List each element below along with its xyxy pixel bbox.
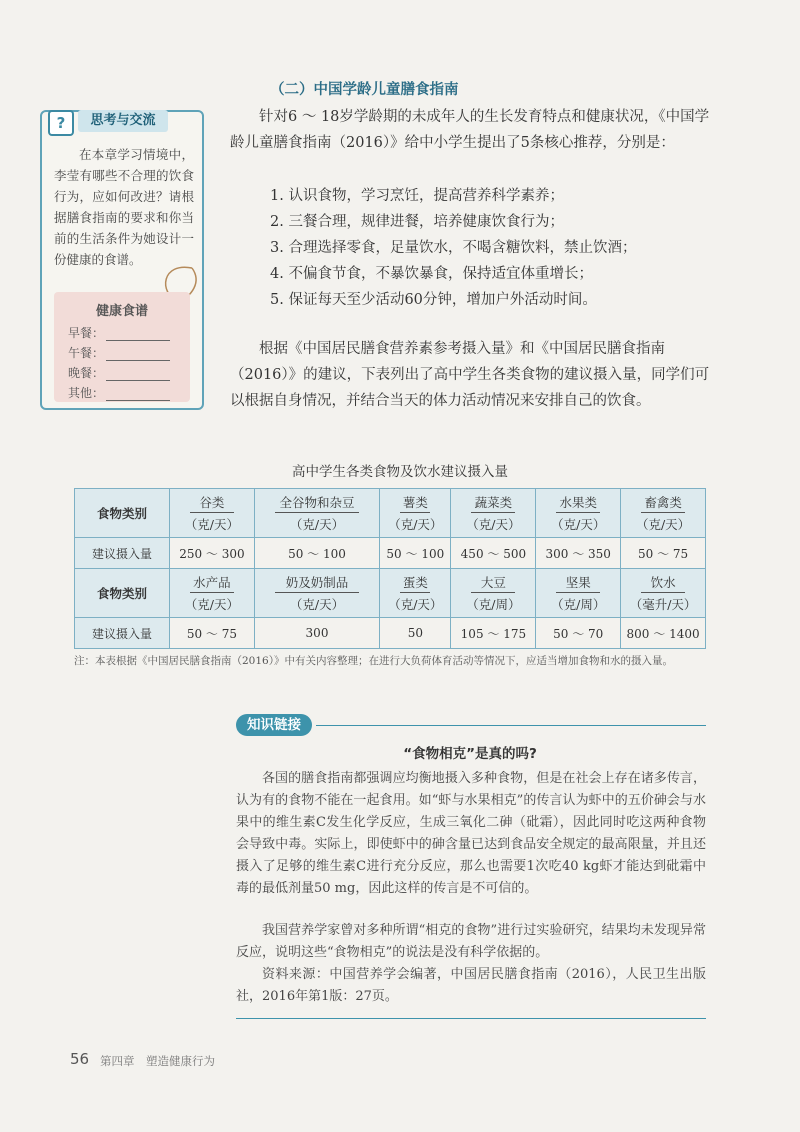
value-cell: 50 ～ 70 [536, 618, 621, 649]
knowledge-link-paragraph-2: 我国营养学家曾对多种所谓“相克的食物”进行过实验研究，结果均未发现异常反应，说明这些“食物相克”的说法是没有科学依据的。 [236, 923, 706, 960]
category-header-cell [254, 569, 379, 618]
category-name: 薯类 [400, 493, 430, 513]
recommendation-2: 2. 三餐合理，规律进餐，培养健康饮食行为； [270, 214, 564, 230]
knowledge-link-divider [316, 725, 706, 726]
category-unit: （克/天） [388, 597, 443, 612]
value-cell: 800 ～ 1400 [621, 618, 706, 649]
menu-dinner-label: 晚餐： [68, 366, 105, 380]
table-value-row [75, 538, 706, 569]
recommendation-5: 5. 保证每天至少活动60分钟，增加户外活动时间。 [270, 292, 597, 308]
category-header-cell [451, 569, 536, 618]
value-cell: 50 [380, 618, 451, 649]
think-and-discuss-title: 思考与交流 [78, 110, 168, 132]
think-and-discuss-header [48, 110, 206, 134]
category-name: 畜禽类 [641, 493, 685, 513]
value-cell: 250 ～ 300 [170, 538, 255, 569]
table-title: 高中学生各类食物及饮水建议摄入量 [292, 464, 508, 480]
knowledge-link-badge: 知识链接 [236, 714, 312, 736]
category-name: 奶及奶制品 [275, 573, 359, 593]
recommendation-1: 1. 认识食物，学习烹饪，提高营养科学素养； [270, 188, 564, 204]
value-cell: 50 ～ 100 [254, 538, 379, 569]
category-header-cell [536, 569, 621, 618]
category-name: 蔬菜类 [471, 493, 515, 513]
value-cell: 300 [254, 618, 379, 649]
knowledge-link-paragraph-1: 各国的膳食指南都强调应均衡地摄入多种食物，但是在社会上存在诸多传言，认为有的食物不能在一起食用。如“虾与水果相克”的传言认为虾中的五价砷会与水果中的维生素C发生化学反应，生成三氧化二砷（砒霜），因此同时吃这两种食物会导致中毒。实际上，即使虾中的砷含量已达到食品安全规定的最高限量，并且还摄入了足够的维生素C进行充分反应，那么也需要1次吃40 kg虾才能达到砒霜中毒的最低剂量50 mg，因此这样的传言是不可信的。 [236, 771, 706, 896]
category-unit: （克/天） [388, 517, 443, 532]
category-header-cell [536, 489, 621, 538]
header-label-cell: 食物类别 [75, 569, 170, 618]
category-unit: （克/天） [289, 597, 345, 612]
category-header-cell [380, 569, 451, 618]
recommendation-3: 3. 合理选择零食，足量饮水，不喝含糖饮料，禁止饮酒； [270, 240, 637, 256]
category-unit: （克/天） [466, 517, 521, 532]
category-name: 谷类 [190, 493, 234, 513]
chapter-label: 第四章 塑造健康行为 [100, 1054, 215, 1068]
other-blank [106, 388, 170, 401]
think-and-discuss-box [40, 110, 204, 410]
category-unit: （克/天） [184, 597, 240, 612]
knowledge-link-source: 资料来源：中国营养学会编著，中国居民膳食指南（2016），人民卫生出版社，2016年第1版：27页。 [236, 967, 706, 1004]
lunch-blank [106, 348, 170, 361]
intro-paragraph: 针对6 ～ 18岁学龄期的未成年人的生长发育特点和健康状况，《中国学龄儿童膳食指南（2016）》给中小学生提出了5条核心推荐，分别是： [230, 109, 710, 151]
menu-breakfast-row [68, 324, 170, 341]
knowledge-link-bottom-rule [236, 1018, 706, 1019]
breakfast-blank [106, 328, 170, 341]
menu-other-row [68, 384, 170, 401]
menu-lunch-row [68, 344, 170, 361]
section-title: （二）中国学龄儿童膳食指南 [270, 82, 459, 98]
category-name: 水产品 [190, 573, 234, 593]
category-unit: （克/周） [466, 597, 521, 612]
row-label-cell: 建议摄入量 [75, 618, 170, 649]
food-intake-table [74, 488, 706, 649]
table-header-row [75, 489, 706, 538]
category-unit: （克/周） [551, 597, 606, 612]
category-header-cell [621, 569, 706, 618]
question-mark-icon: ? [48, 110, 74, 136]
healthy-menu-card [54, 292, 190, 402]
category-unit: （克/天） [635, 517, 691, 532]
category-header-cell [621, 489, 706, 538]
value-cell: 300 ～ 350 [536, 538, 621, 569]
category-unit: （克/天） [289, 517, 345, 532]
category-name: 蛋类 [400, 573, 430, 593]
category-name: 全谷物和杂豆 [275, 493, 359, 513]
menu-lunch-label: 午餐： [68, 346, 105, 360]
category-header-cell [380, 489, 451, 538]
dinner-blank [106, 368, 170, 381]
menu-breakfast-label: 早餐： [68, 326, 105, 340]
menu-other-label: 其他： [68, 386, 105, 400]
table-header-row [75, 569, 706, 618]
category-unit: （毫升/天） [629, 597, 697, 612]
value-cell: 50 ～ 75 [170, 618, 255, 649]
table-value-row [75, 618, 706, 649]
knowledge-link-title: “食物相克”是真的吗? [403, 746, 537, 762]
value-cell: 105 ～ 175 [451, 618, 536, 649]
category-header-cell [170, 569, 255, 618]
think-and-discuss-text: 在本章学习情境中，李莹有哪些不合理的饮食行为，应如何改进？请根据膳食指南的要求和你当前的生活条件为她设计一份健康的食谱。 [54, 147, 194, 267]
recommendation-4: 4. 不偏食节食，不暴饮暴食，保持适宜体重增长； [270, 266, 593, 282]
row-label-cell: 建议摄入量 [75, 538, 170, 569]
category-name: 饮水 [641, 573, 685, 593]
value-cell: 450 ～ 500 [451, 538, 536, 569]
category-name: 坚果 [556, 573, 600, 593]
value-cell: 50 ～ 100 [380, 538, 451, 569]
value-cell: 50 ～ 75 [621, 538, 706, 569]
category-header-cell [254, 489, 379, 538]
table-note: 注：本表根据《中国居民膳食指南（2016）》中有关内容整理；在进行大负荷体育活动等情况下，应适当增加食物和水的摄入量。 [74, 655, 673, 667]
category-unit: （克/天） [551, 517, 606, 532]
healthy-menu-title: 健康食谱 [95, 304, 148, 319]
category-name: 水果类 [556, 493, 600, 513]
menu-dinner-row [68, 364, 170, 381]
header-label-cell: 食物类别 [75, 489, 170, 538]
category-header-cell [170, 489, 255, 538]
table-intro-paragraph: 根据《中国居民膳食营养素参考摄入量》和《中国居民膳食指南（2016）》的建议，下表列出了高中学生各类食物的建议摄入量，同学们可以根据自身情况，并结合当天的体力活动情况来安排自己的饮食。 [230, 341, 710, 409]
category-header-cell [451, 489, 536, 538]
page-number: 56 [70, 1050, 90, 1068]
category-unit: （克/天） [184, 517, 240, 532]
category-name: 大豆 [471, 573, 515, 593]
